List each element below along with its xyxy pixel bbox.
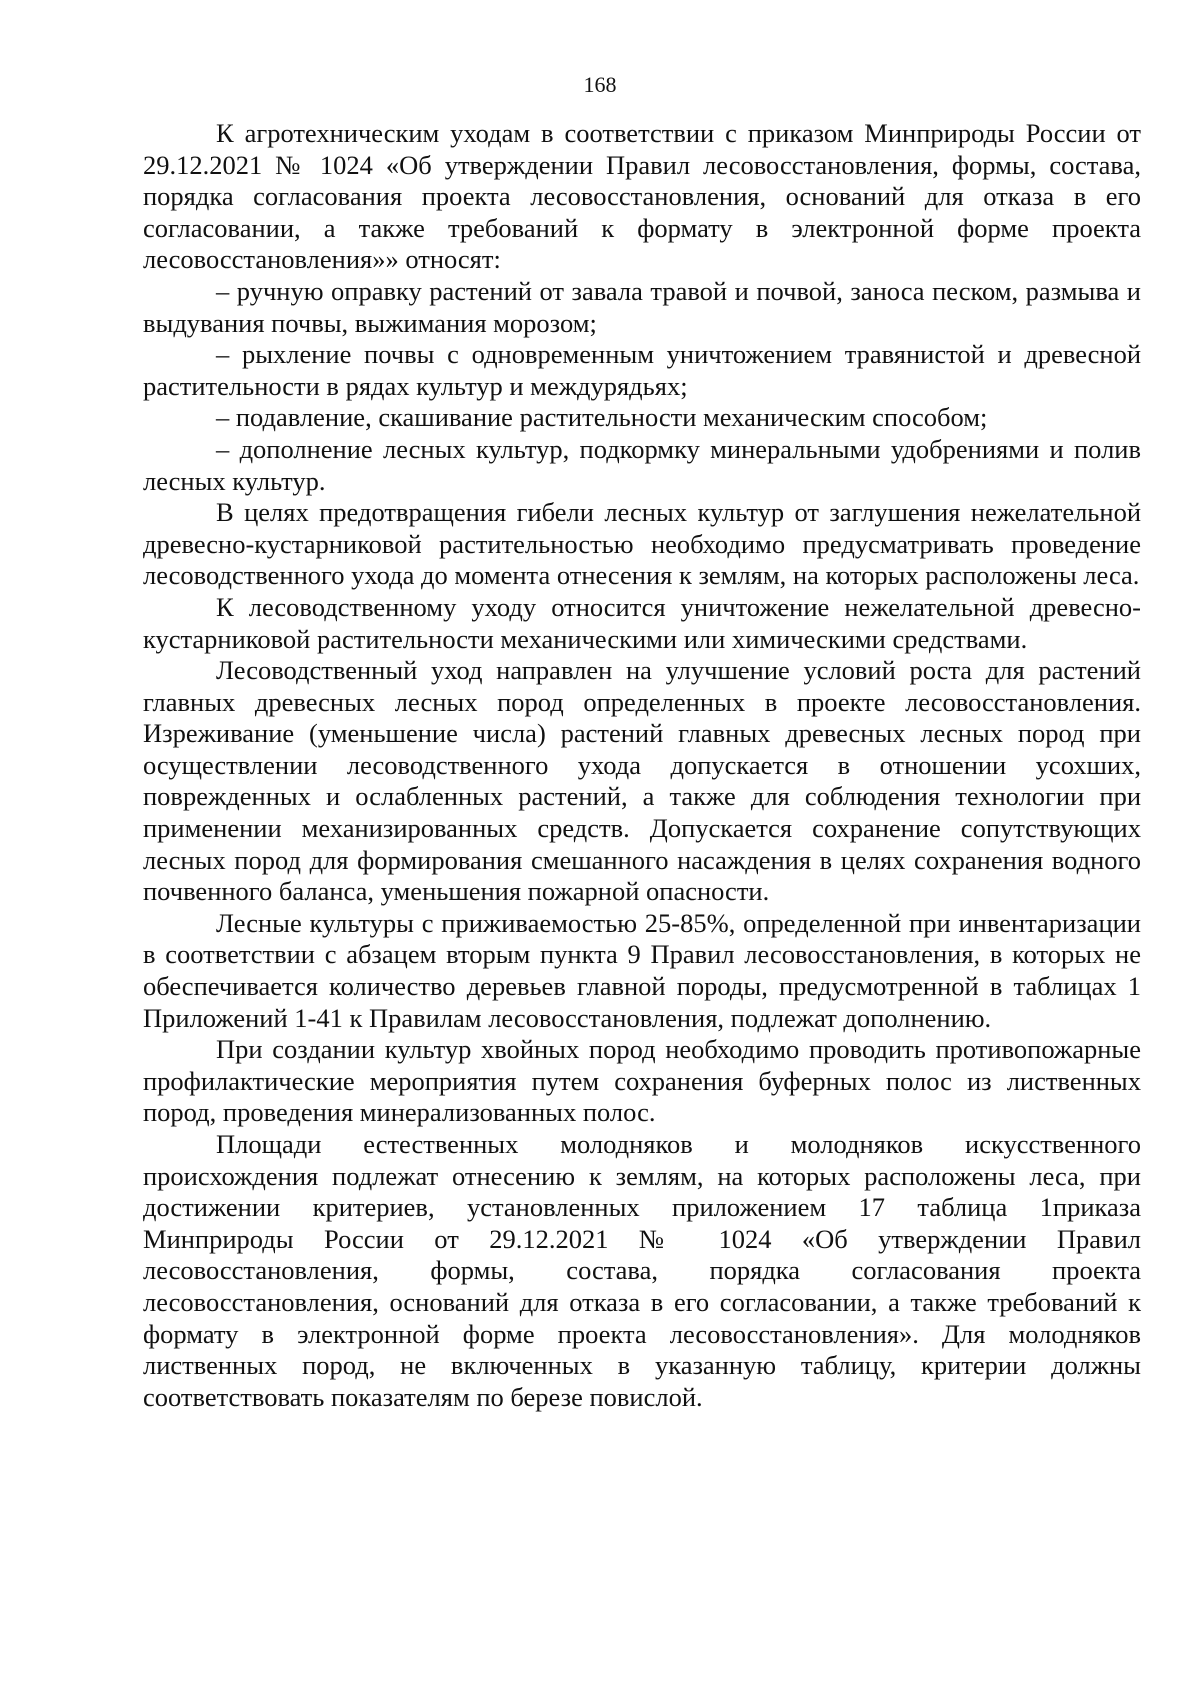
paragraph-silvicultural-care-purpose: Лесоводственный уход направлен на улучшение условий роста для растений главных древесных лесных пород определенных в проекте лесовосстановления. Изреживание (уменьшение числа) растений главных древесных лесных пород при осуществлении лесоводственного ухода допускается в отношении усохших, поврежденных и ослабленных растений, а также для соблюдения технологии при применении механизированных средств. Допускается сохранение сопутствующих лесных пород для формирования смешанного насаждения в целях сохранения водного почвенного баланса, уменьшения пожарной опасности.	[143, 655, 1141, 907]
list-item-supplementing-cultures: – дополнение лесных культур, подкормку минеральными удобрениями и полив лесных культур.	[143, 433, 1141, 496]
paragraph-fire-prevention: При создании культур хвойных пород необходимо проводить противопожарные профилактические мероприятия путем сохранения буферных полос из лиственных пород, проведения минерализованных полос.	[143, 1034, 1141, 1128]
document-body	[143, 118, 1141, 1413]
list-item-soil-loosening: – рыхление почвы с одновременным уничтожением травянистой и древесной растительности в рядах культур и междурядьях;	[143, 339, 1141, 401]
paragraph-agrotechnical-care: К агротехническим уходам в соответствии с приказом Минприроды России от 29.12.2021 № 1024 «Об утверждении Правил лесовосстановления, формы, состава, порядка согласования проекта лесовосстановления, оснований для отказа в его согласовании, а также требований к формату в электронной форме проекта лесовосстановления»» относят:	[143, 118, 1141, 275]
list-item-manual-straightening: – ручную оправку растений от завала травой и почвой, заноса песком, размыва и выдувания почвы, выжимания морозом;	[143, 275, 1141, 338]
paragraph-survival-rate: Лесные культуры с приживаемостью 25-85%, определенной при инвентаризации в соответствии с абзацем вторым пункта 9 Правил лесовосстановления, в которых не обеспечивается количество деревьев главной породы, предусмотренной в таблицах 1 Приложений 1-41 к Правилам лесовосстановления, подлежат дополнению.	[143, 907, 1141, 1033]
page-number: 168	[583, 72, 617, 97]
paragraph-silvicultural-care-definition: К лесоводственному уходу относится уничтожение нежелательной древесно-кустарниковой растительности механическими или химическими средствами.	[143, 591, 1141, 654]
list-item-vegetation-suppression: – подавление, скашивание растительности механическим способом;	[216, 402, 988, 433]
paragraph-preventing-death: В целях предотвращения гибели лесных культур от заглушения нежелательной древесно-кустарниковой растительностью необходимо предусматривать проведение лесоводственного ухода до момента отнесения к землям, на которых расположены леса.	[143, 497, 1141, 591]
paragraph-young-stands: Площади естественных молодняков и молодняков искусственного происхождения подлежат отнесению к землям, на которых расположены леса, при достижении критериев, установленных приложением 17 таблица 1приказа Минприроды России от 29.12.2021 № 1024 «Об утверждении Правил лесовосстановления, формы, состава, порядка согласования проекта лесовосстановления, оснований для отказа в его согласовании, а также требований к формату в электронной форме проекта лесовосстановления». Для молодняков лиственных пород, не включенных в указанную таблицу, критерии должны соответствовать показателям по березе повислой.	[143, 1129, 1141, 1412]
